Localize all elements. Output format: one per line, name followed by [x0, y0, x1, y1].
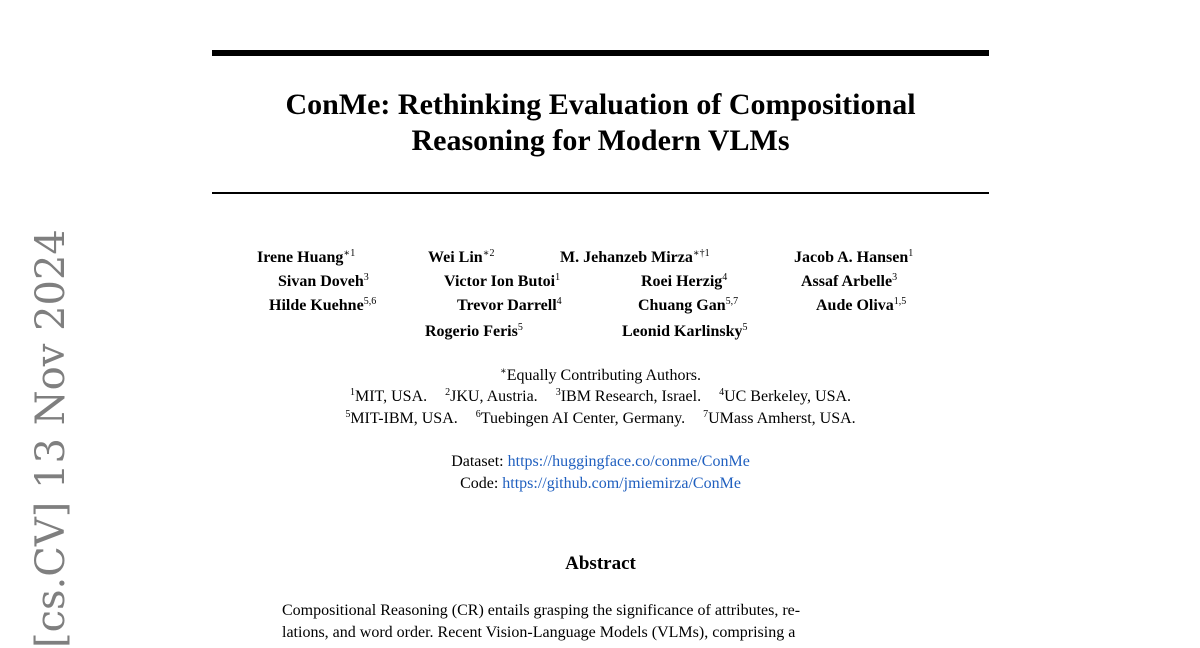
- author-irene-huang: Irene Huang$^{∗1}$: [257, 248, 356, 266]
- affiliation-1: $^1$MIT, USA.: [349, 387, 428, 405]
- affiliation-4: $^4$UC Berkeley, USA.: [719, 387, 852, 405]
- code-link[interactable]: https://github.com/jmiemirza/ConMe: [502, 475, 741, 492]
- paper-title: [212, 87, 989, 159]
- arxiv-identifier-stamp: [cs.CV] 13 Nov 2024: [28, 229, 74, 648]
- abstract-line-2: lations, and word order. Recent Vision-Language Models (VLMs), comprising a: [282, 624, 796, 641]
- dataset-label: Dataset:: [451, 453, 508, 470]
- affiliation-3: $^3$IBM Research, Israel.: [555, 387, 702, 405]
- author-assaf-arbelle: Assaf Arbelle$^3$: [801, 272, 898, 290]
- title-line-1: ConMe: Rethinking Evaluation of Compositional: [285, 88, 916, 121]
- author-leonid-karlinsky: Leonid Karlinsky$^5$: [622, 322, 748, 340]
- affiliation-7: $^7$UMass Amherst, USA.: [703, 409, 856, 427]
- affiliation-5: $^5$MIT-IBM, USA.: [345, 409, 458, 427]
- affiliation-2: $^2$JKU, Austria.: [445, 387, 538, 405]
- dataset-link-line: [212, 452, 989, 472]
- abstract-line-1: Compositional Reasoning (CR) entails grasping the significance of attributes, re-: [282, 602, 801, 619]
- affiliation-6: $^6$Tuebingen AI Center, Germany.: [475, 409, 686, 427]
- abstract-heading: Abstract: [565, 553, 636, 574]
- affiliations-line-2: [212, 409, 989, 429]
- code-label: Code:: [460, 475, 503, 492]
- equal-contribution-note: ∗Equally Contributing Authors.: [499, 366, 701, 384]
- title-top-rule: [212, 50, 989, 56]
- author-jehanzeb-mirza: M. Jehanzeb Mirza$^{∗\dagger 1}$: [560, 248, 710, 266]
- author-roei-herzig: Roei Herzig$^4$: [641, 272, 728, 290]
- author-rogerio-feris: Rogerio Feris$^5$: [425, 322, 523, 340]
- affiliations-line-1: [212, 387, 989, 407]
- title-line-2: Reasoning for Modern VLMs: [411, 124, 790, 157]
- title-bottom-rule: [212, 192, 989, 194]
- abstract-body: [282, 600, 922, 644]
- dataset-link[interactable]: https://huggingface.co/conme/ConMe: [507, 453, 750, 470]
- author-aude-oliva: Aude Oliva$^{1,5}$: [816, 296, 907, 314]
- author-chuang-gan: Chuang Gan$^{5,7}$: [638, 296, 739, 314]
- author-jacob-hansen: Jacob A. Hansen$^1$: [794, 248, 914, 266]
- author-sivan-doveh: Sivan Doveh$^3$: [278, 272, 369, 290]
- author-victor-butoi: Victor Ion Butoi$^1$: [444, 272, 561, 290]
- code-link-line: [212, 474, 989, 494]
- author-hilde-kuehne: Hilde Kuehne$^{5,6}$: [269, 296, 377, 314]
- author-trevor-darrell: Trevor Darrell$^4$: [457, 296, 562, 314]
- author-wei-lin: Wei Lin$^{∗2}$: [428, 248, 495, 266]
